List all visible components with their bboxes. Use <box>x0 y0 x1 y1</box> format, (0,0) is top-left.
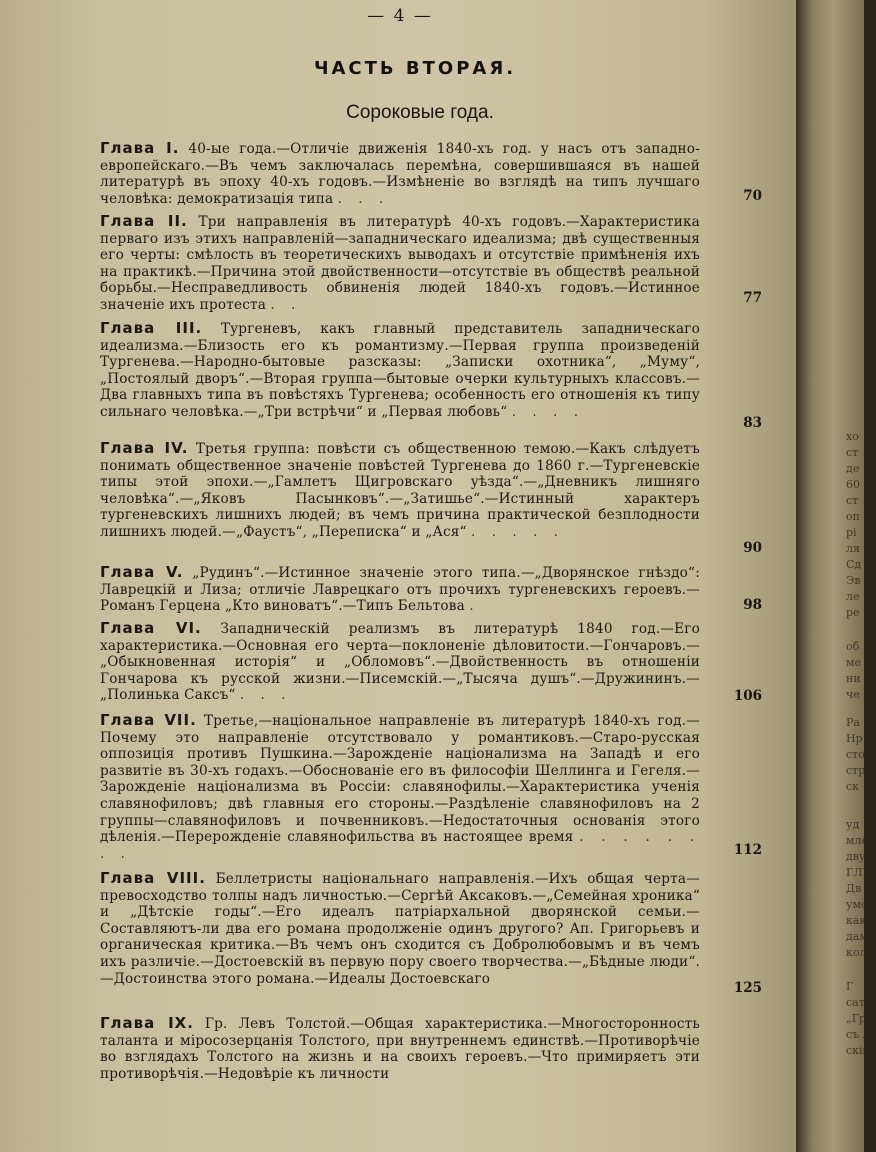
page-number: — 4 — <box>367 6 433 26</box>
page-ref: 90 <box>743 540 762 556</box>
page-ref: 83 <box>743 415 762 431</box>
chapter-entry <box>100 712 700 862</box>
section-title: Сороковые года. <box>346 102 494 123</box>
bleed-fragment: ст <box>846 494 859 507</box>
bleed-fragment: хо <box>846 430 859 443</box>
bleed-fragment: об <box>846 640 860 653</box>
chapter-heading: Глава VI. <box>100 619 202 637</box>
page-ref: 112 <box>733 842 762 858</box>
bleed-fragment: ме <box>846 656 862 669</box>
bleed-fragment: как <box>846 914 867 927</box>
bleed-fragment: ск <box>846 780 860 793</box>
bleed-fragment: коле <box>846 946 873 959</box>
bleed-fragment: че <box>846 688 860 701</box>
bleed-fragment: сто <box>846 748 865 761</box>
chapter-entry <box>100 1015 700 1082</box>
page-ref: 70 <box>743 188 762 204</box>
chapter-entry <box>100 320 700 421</box>
chapter-entry <box>100 870 700 987</box>
bleed-fragment: скій“ <box>846 1044 876 1057</box>
page-ref: 77 <box>743 290 762 306</box>
bleed-fragment: умст <box>846 898 874 911</box>
dot-leader: . . . . . <box>471 523 564 540</box>
chapter-summary: Западническій реализмъ въ литературѣ 1840 год.—Его характеристика.—Основная его черта—поклоненіе дѣловитости.—Гончаровъ.—„Обыкновенная исторія“ и „Обломовъ“.—Двойственность въ отношеніи Гончарова къ русской жизни.—Писемскій.—„Тысяча душъ“.—Дружининъ.—„Полинька Саксъ“ <box>100 621 700 704</box>
chapter-summary: Три направленія въ литературѣ 40-хъ годовъ.—Характеристика перваго изъ этихъ направленій—западническаго идеализма; двѣ существенныя его черты: смѣлость въ теоретическихъ выводахъ и отсутствіе примѣненія ихъ на практикѣ.—Причина этой двойственности—отсутствіе въ обществѣ реальной борьбы.—Несправедливость обвиненія людей 1840-хъ годовъ.—Истинное значеніе ихъ протеста <box>100 214 700 313</box>
bleed-fragment: рі <box>846 526 857 539</box>
bleed-fragment: мле <box>846 834 869 847</box>
chapter-heading: Глава I. <box>100 139 180 157</box>
chapter-entry <box>100 620 700 704</box>
chapter-heading: Глава IX. <box>100 1014 194 1032</box>
bleed-fragment: уд <box>846 818 860 831</box>
chapter-heading: Глава VIII. <box>100 869 206 887</box>
bleed-fragment: Сд <box>846 558 862 571</box>
bleed-fragment: Ра <box>846 716 860 729</box>
chapter-summary: Гр. Левъ Толстой.—Общая характеристика.—Многосторонность таланта и міросозерцанія Толстого, при внутреннемъ единствѣ.—Противорѣчіе во взглядахъ Толстого на жизнь и на своихъ героевъ.—Что примиряетъ эти противорѣчія.—Недовѣріе къ личности <box>100 1016 700 1082</box>
chapter-entry <box>100 440 700 541</box>
bleed-fragment: ни <box>846 672 861 685</box>
chapter-entry <box>100 140 700 207</box>
page-ref: 106 <box>733 688 762 704</box>
bleed-fragment: ля <box>846 542 860 555</box>
chapter-entry <box>100 213 700 314</box>
chapter-summary: Третья группа: повѣсти съ общественною темою.—Какъ слѣдуетъ понимать общественное значеніе повѣстей Тургенева до 1860 г.—Тургеневскіе типы этой эпохи.—„Гамлетъ Щигровскаго уѣзда“.—„Дневникъ лишняго человѣка“.—„Яковъ Пасынковъ“.—„Затишье“.—Истинный характеръ тургеневскихъ лишнихъ людей; въ чемъ причина практической безплодности лишнихъ людей.—„Фаустъ“, „Переписка“ и „Ася“ <box>100 441 701 540</box>
bleed-fragment: ст <box>846 446 859 459</box>
bleed-fragment: Нр <box>846 732 863 745</box>
page-ref: 125 <box>733 980 762 996</box>
dot-leader: . . . . . . . . <box>100 829 700 862</box>
bleed-fragment: двух <box>846 850 872 863</box>
bleed-fragment: дам <box>846 930 868 943</box>
bleed-fragment: 60 <box>846 478 860 491</box>
chapter-summary: Третье,—національное направленіе въ литературѣ 1840-хъ год.—Почему это направленіе отсутствовало у романтиковъ.—Старо-русская оппозиція противъ Пушкина.—Зарожденіе націонализма на Западѣ и его развитіе въ 30-хъ годахъ.—Обоснованіе его въ философіи Шеллинга и Гегеля.—Зарожденіе націонализма въ Россіи: славянофилы.—Характеристика ученія славянофиловъ; двѣ главныя его стороны.—Раздѣленіе славянофиловъ на 2 группы—славянофиловъ и почвенниковъ.—Недостаточныя основанія этого дѣленія.—Перерожденіе славянофильства въ настоящее время <box>100 713 700 846</box>
chapter-entry <box>100 564 700 615</box>
bleed-fragment: ле <box>846 590 860 603</box>
bleed-fragment: оп <box>846 510 860 523</box>
page-ref: 98 <box>743 597 762 613</box>
bleed-fragment: Дв <box>846 882 862 895</box>
dot-leader: . <box>469 598 480 615</box>
chapter-summary: „Рудинъ“.—Истинное значеніе этого типа.—„Дворянское гнѣздо“: Лаврецкій и Лиза; отличіе Лаврецкаго отъ прочихъ тургеневскихъ героевъ.—Романъ Герцена „Кто виноватъ“.—Типъ Бельтова <box>100 565 700 615</box>
chapter-summary: Тургеневъ, какъ главный представитель западническаго идеализма.—Близость его къ романтизму.—Первая группа произведеній Тургенева.—Народно-бытовые разсказы: „Записки охотника“, „Муму“, „Постоялый дворъ“.—Вторая группа—бытовые очерки культурныхъ классовъ.—Два главныхъ типа въ повѣстяхъ Тургенева; особенность его отношенія къ типу сильнаго человѣка.—„Три встрѣчи“ и „Первая любовь“ <box>100 321 700 420</box>
next-page-edge <box>796 0 876 1152</box>
bleed-fragment: „Гро <box>846 1012 873 1025</box>
bleed-fragment: ГЛУ <box>846 866 871 879</box>
chapter-heading: Глава II. <box>100 212 188 230</box>
bleed-fragment: де <box>846 462 860 475</box>
chapter-heading: Глава IV. <box>100 439 189 457</box>
dot-leader: . . . <box>337 190 390 207</box>
dot-leader: . . . . <box>511 403 585 420</box>
chapter-summary: Беллетристы національнаго направленія.—Ихъ общая черта—превосходство толпы надъ личностью.—Сергѣй Аксаковъ.—„Семейная хроника“ и „Дѣтскіе годы“.—Его идеалъ патріархальной дворянской семьи.—Составляютъ-ли два его романа продолженіе одинъ другого? Ап. Григорьевъ и органическая критика.—Въ чемъ онъ сходится съ Добролюбовымъ и въ чемъ ихъ различіе.—Достоевскій въ первую пору своего творчества.—„Бѣдные люди“.—Достоинства этого романа.—Идеалы Достоевскаго <box>100 871 700 987</box>
bleed-fragment: сате <box>846 996 872 1009</box>
bleed-fragment: Эв <box>846 574 861 587</box>
bleed-fragment: Г <box>846 980 854 993</box>
dot-leader: . . . <box>239 687 292 704</box>
chapter-heading: Глава III. <box>100 319 203 337</box>
part-title: ЧАСТЬ ВТОРАЯ. <box>313 58 517 79</box>
bleed-fragment: съ А <box>846 1028 871 1041</box>
bleed-fragment: стр <box>846 764 866 777</box>
chapter-summary: 40-ые года.—Отличіе движенія 1840-хъ год. у насъ отъ западно-европейскаго.—Въ чемъ заключалась перемѣна, совершившаяся въ нашей литературѣ въ эпоху 40-хъ годовъ.—Измѣненіе во взглядѣ на типъ лучшаго человѣка: демократизація типа <box>100 141 700 207</box>
bleed-fragment: ре <box>846 606 860 619</box>
chapter-heading: Глава VII. <box>100 711 197 729</box>
chapter-heading: Глава V. <box>100 563 184 581</box>
dot-leader: . . <box>270 296 302 313</box>
